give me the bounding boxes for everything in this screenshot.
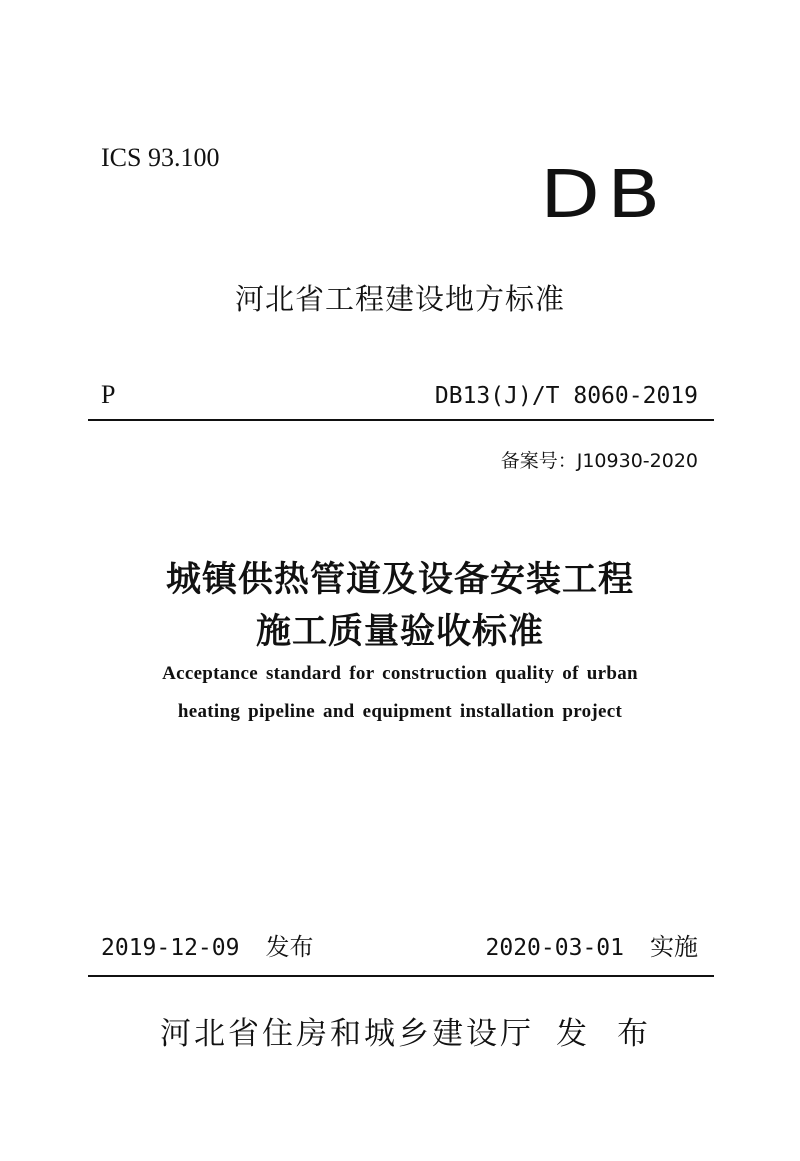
- standard-number: DB13(J)/T 8060-2019: [434, 383, 698, 409]
- implement-label: 实施: [650, 933, 698, 961]
- publish-label: 发布: [265, 933, 314, 961]
- implement-info: [486, 930, 698, 965]
- ics-code: ICS 93.100: [101, 143, 220, 172]
- title-cn-line1: 城镇供热管道及设备安装工程: [165, 559, 634, 600]
- record-number: 备案号：J10930-2020: [500, 450, 698, 472]
- header-divider: [88, 419, 714, 421]
- publish-date: 2019-12-09: [101, 935, 240, 961]
- issuer-line: [160, 1013, 678, 1055]
- issuer-action: 发布: [556, 1016, 678, 1052]
- publish-info: [101, 930, 313, 965]
- title-en-line1: Acceptance standard for construction quality of urban: [162, 663, 638, 684]
- issuer-name: 河北省住房和城乡建设厅: [160, 1016, 534, 1052]
- db-standard-mark: DB: [540, 156, 668, 233]
- implement-date: 2020-03-01: [485, 935, 624, 961]
- title-cn-line2: 施工质量验收标准: [255, 611, 544, 652]
- classification-code: P: [101, 380, 116, 409]
- title-en-line2: heating pipeline and equipment installation project: [177, 701, 623, 722]
- footer-divider: [88, 975, 714, 977]
- standard-category: 河北省工程建设地方标准: [234, 282, 565, 316]
